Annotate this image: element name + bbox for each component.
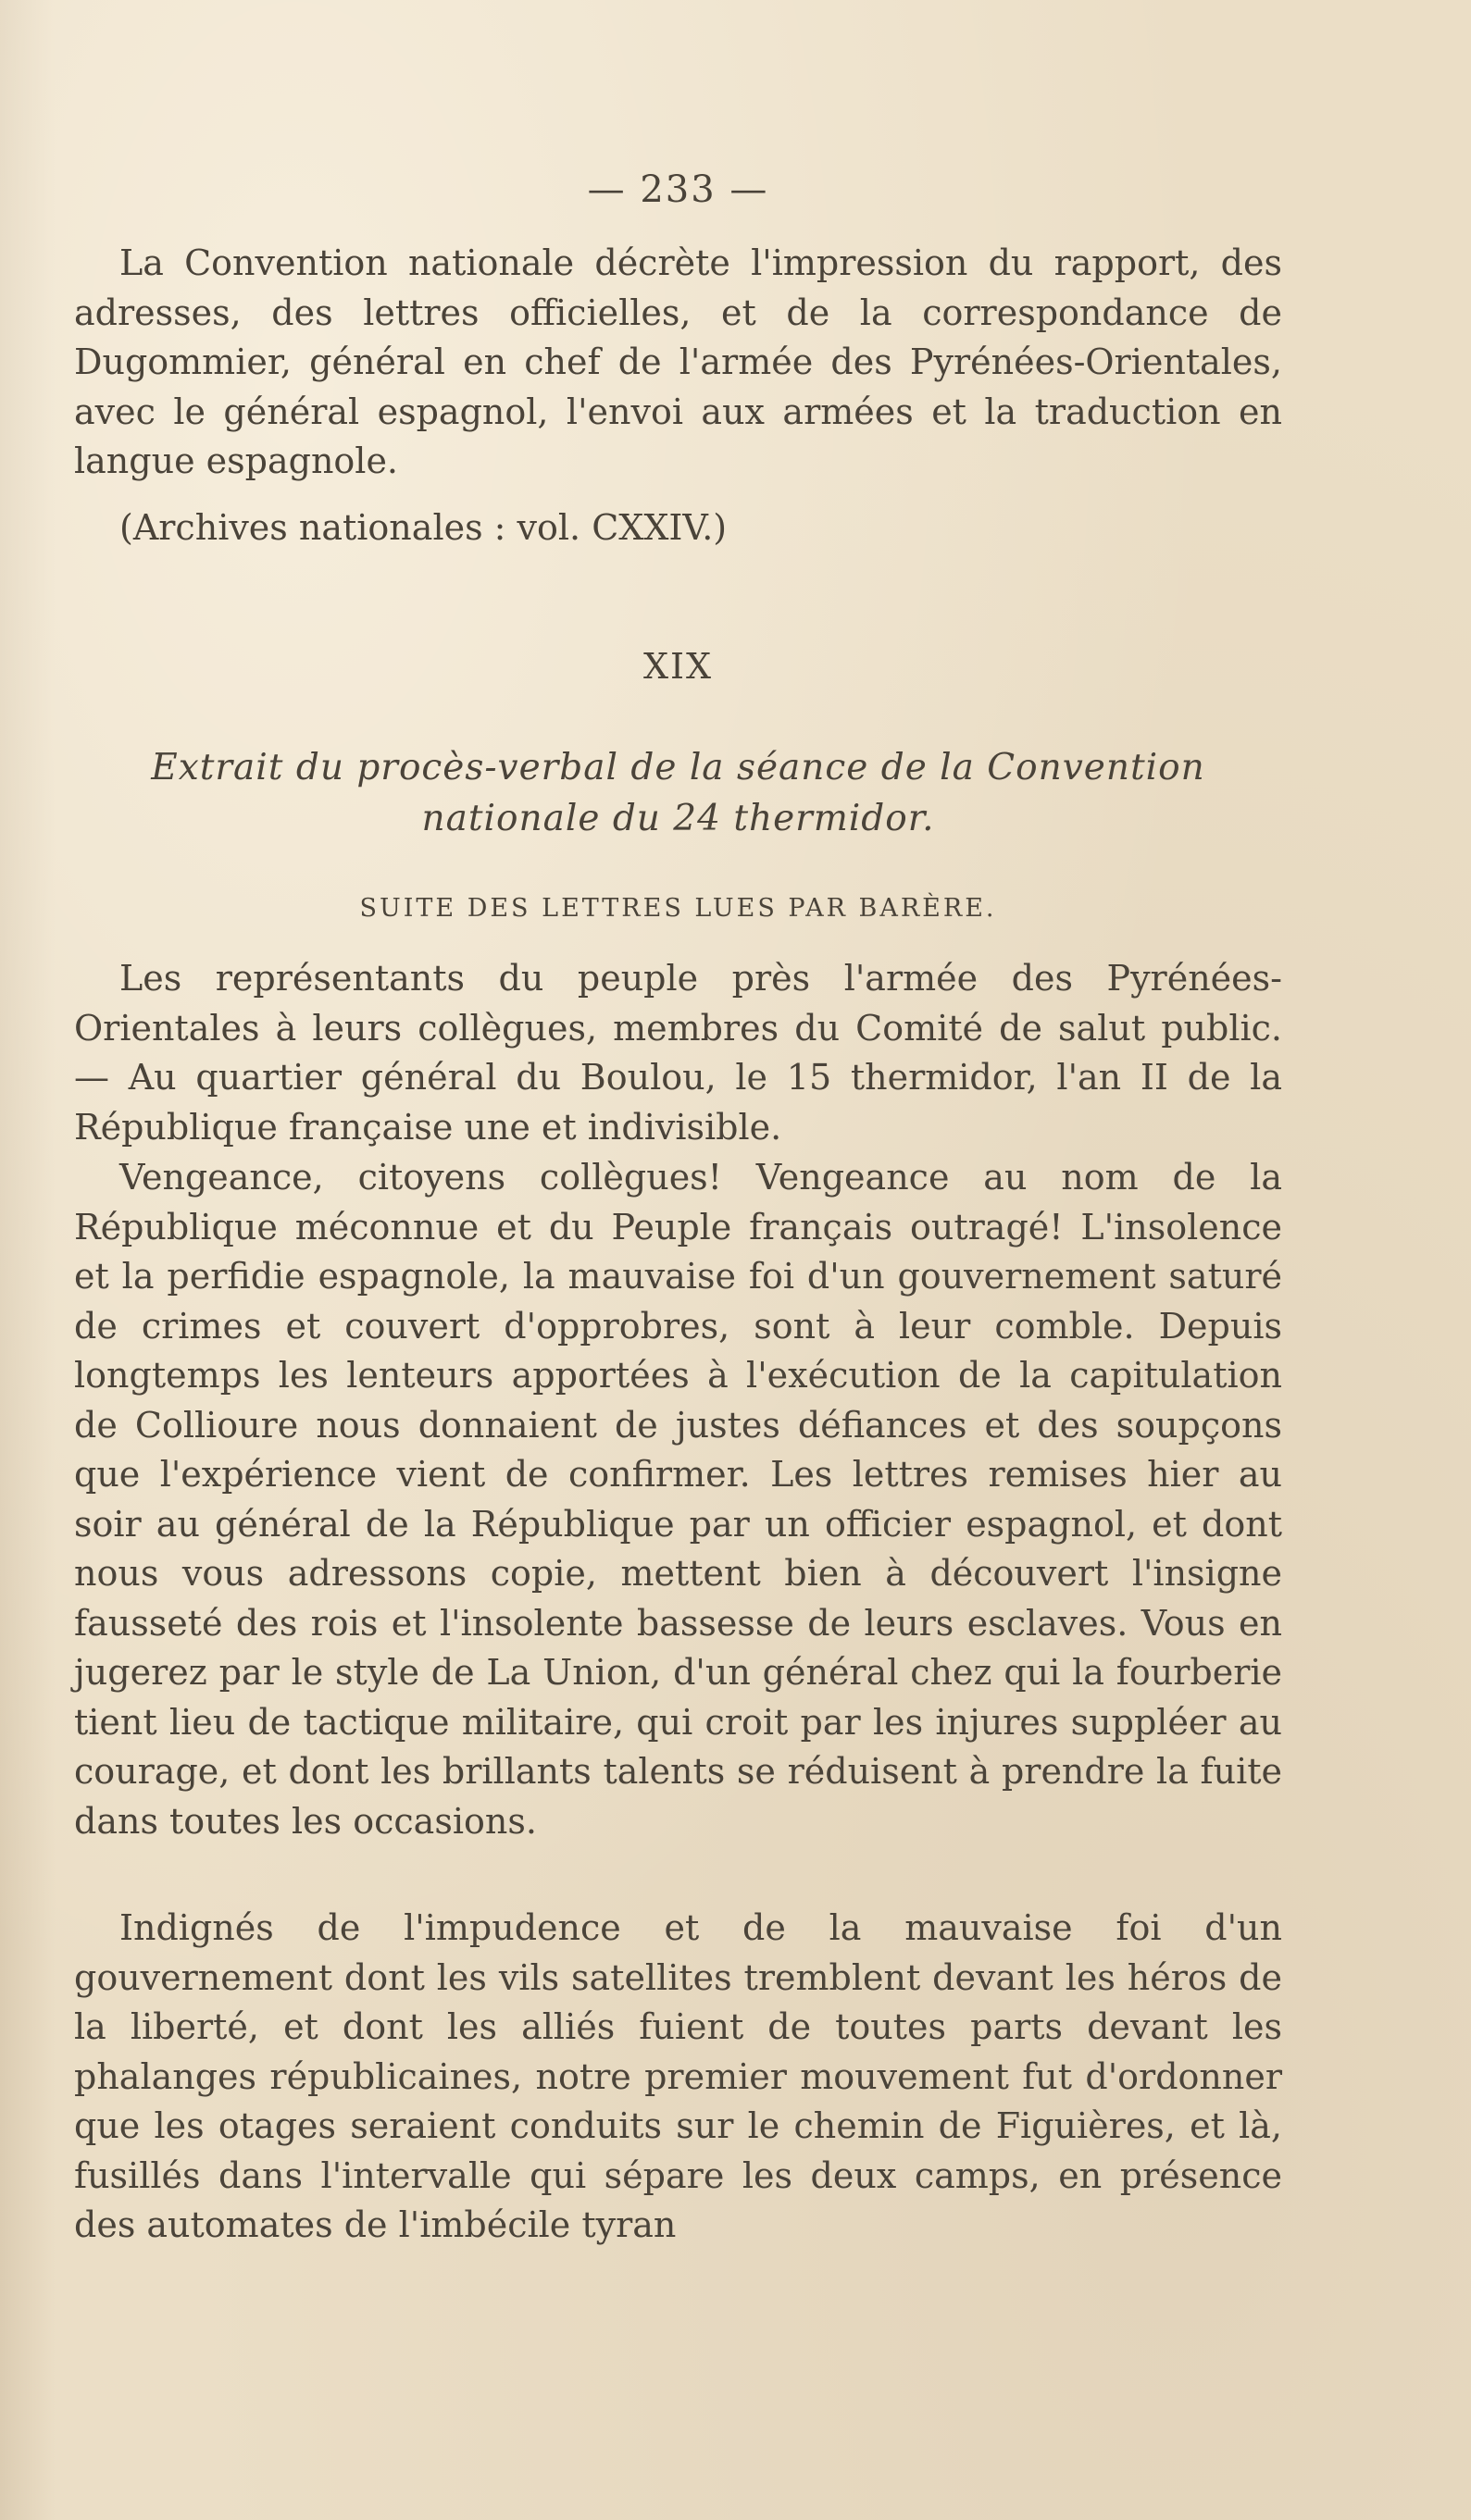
letter-paragraph-1: Vengeance, citoyens collègues! Vengeance au nom de la République méconnue et du Peuple français outragé! L'insolence et la perfidie espagnole, la mauvaise foi d'un gouvernement saturé de crimes et couvert d'opprobres, sont à leur comble. Depuis longtemps les lenteurs apportées à l'exécution de la capitulation de Collioure nous donnaient de justes défiances et des soupçons que l'expérience vient de confirmer. Les lettres remises hier au soir au général de la République par un officier espagnol, et dont nous vous adressons copie, mettent bien à découvert l'insigne fausseté des rois et l'insolente bassesse de leurs esclaves. Vous en jugerez par le style de La Union, d'un général chez qui la fourberie tient lieu de tactique militaire, qui croit par les injures suppléer au courage, et dont les brillants talents se réduisent à prendre la fuite dans toutes les occasions. (74, 1157, 1282, 1842)
letter-header-paragraph: Les représentants du peuple près l'armée des Pyrénées-Orientales à leurs collègues, membres du Comité de salut public. — Au quartier général du Boulou, le 15 thermidor, l'an II de la République française une et indivisible. (74, 958, 1282, 1148)
section-number: XIX (642, 646, 714, 687)
letters-subheading: SUITE DES LETTRES LUES PAR BARÈRE. (359, 894, 997, 923)
extract-title-line-1: Extrait du procès-verbal de la séance de la Convention (151, 747, 1205, 788)
letter-paragraph-2: Indignés de l'impudence et de la mauvaise foi d'un gouvernement dont les vils satellites tremblent devant les héros de la liberté, et dont les alliés fuient de toutes parts devant les phalanges républicaines, notre premier mouvement fut d'ordonner que les otages seraient conduits sur le chemin de Figuières, et là, fusillés dans l'intervalle qui sépare les deux camps, en présence des automates de l'imbécile tyran (74, 1907, 1282, 2245)
intro-paragraph: La Convention nationale décrète l'impression du rapport, des adresses, des lettres officielles, et de la correspondance de Dugommier, général en chef de l'armée des Pyrénées-Orientales, avec le général espagnol, l'envoi aux armées et la traduction en langue espagnole. (74, 242, 1282, 481)
archives-reference: (Archives nationales : vol. CXXIV.) (119, 507, 728, 548)
extract-title-line-2: nationale du 24 thermidor. (421, 798, 935, 839)
page-number: — 233 — (587, 168, 769, 211)
extract-title (74, 742, 1282, 844)
